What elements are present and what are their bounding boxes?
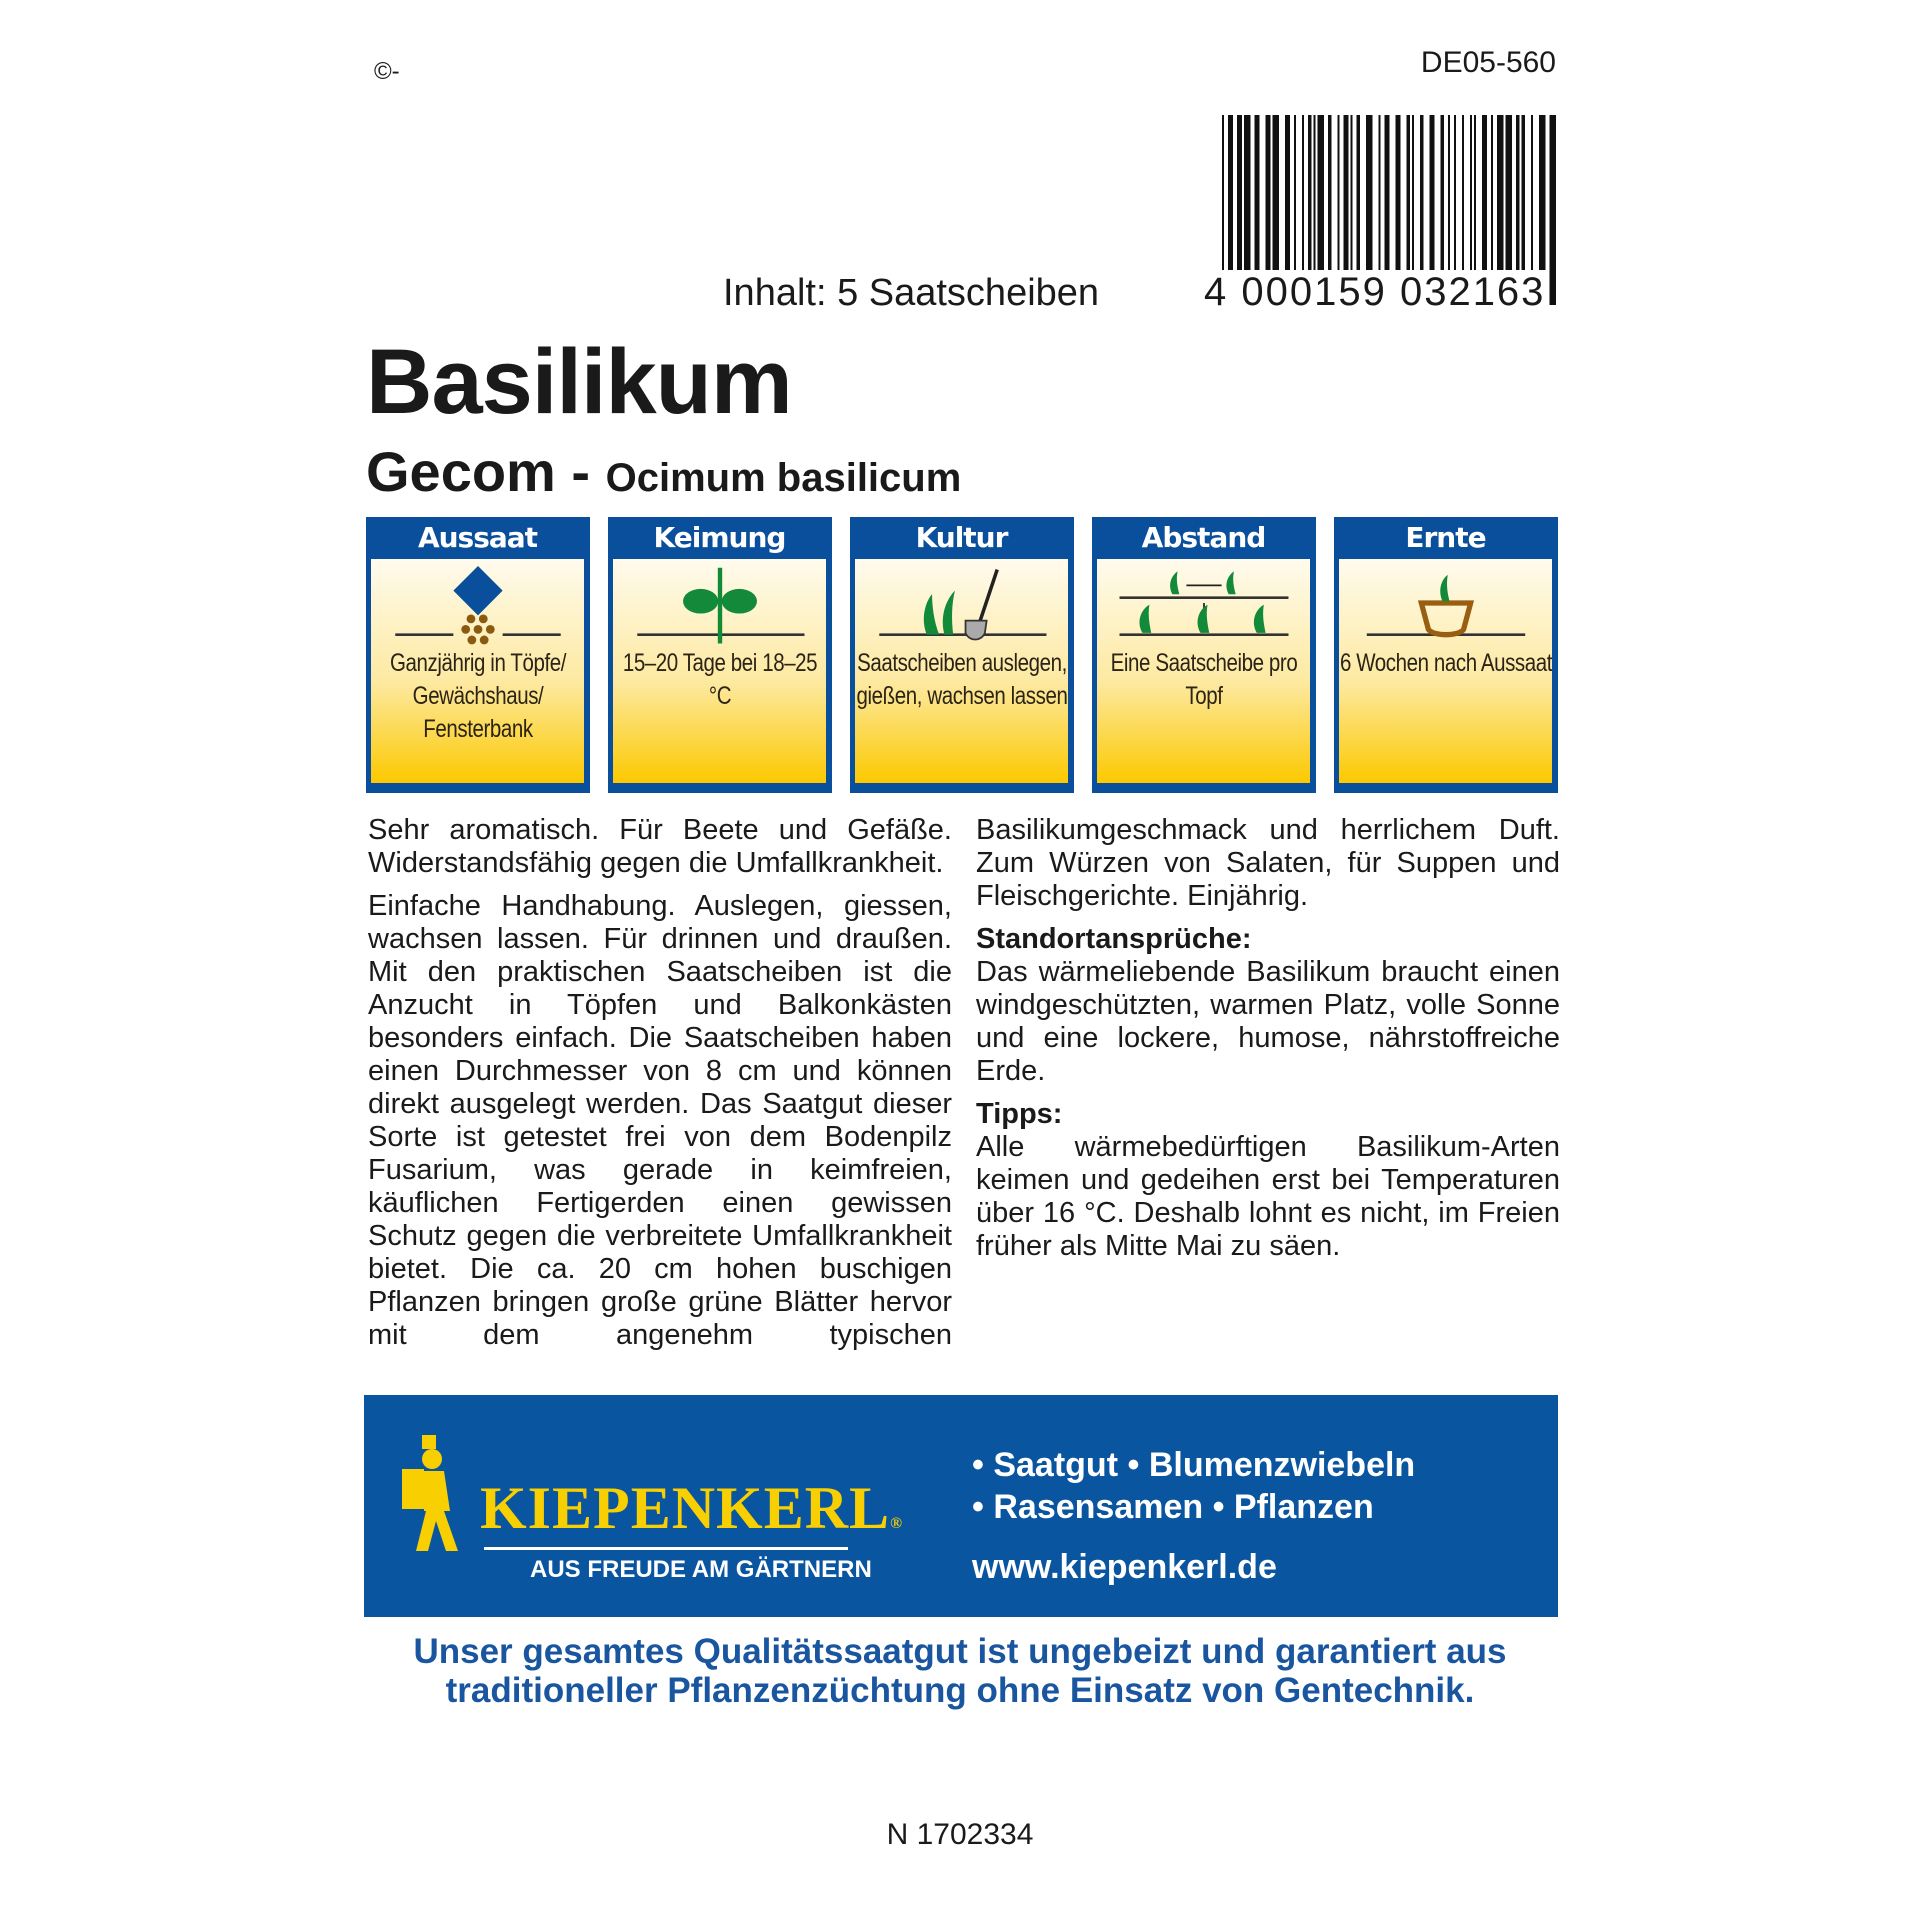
latin-name: Ocimum basilicum — [605, 456, 962, 500]
desc-p2: Einfache Handhabung. Auslegen, giessen, wachsen lassen. Für drinnen und draußen. Mit den praktischen Saatscheiben ist die Anzucht in Töpfen und Balkonkästen besonders einfach. Die Saatscheiben haben einen Durchmesser von 8 cm und können direkt ausgelegt werden. Das Saatgut dieser Sorte ist getestet frei von dem Bodenpilz Fusarium, was gerade in keimfreien, käuflichen Fertigerden einen gewissen Schutz gegen die verbreitete Umfallkrankheit bietet. Die ca. 20 cm hohen buschigen Pflanzen bringen große grüne Blätter hervor mit dem angenehm typischen Basilikumgeschmack und herrlichem Duft. Zum Würzen von Salaten, für Suppen und Fleischgerichte. Einjährig. — [368, 814, 1560, 1351]
tile-header: Kultur — [915, 521, 1008, 554]
tile-header: Keimung — [653, 521, 786, 554]
tile-text: Eine Saatscheibe pro Topf — [1110, 649, 1298, 710]
product-code: DE05-560 — [1420, 46, 1556, 79]
quality-note: Unser gesamtes Qualitätssaatgut ist ungebeizt und garantiert aus traditioneller Pflanzenzüchtung ohne Einsatz von Gentechnik. — [413, 1632, 1507, 1710]
registered-mark: ® — [890, 1515, 904, 1532]
info-tile-keimung — [608, 517, 832, 793]
tile-header: Abstand — [1141, 521, 1266, 554]
location-text: Das wärmeliebende Basilikum braucht einen windgeschützten, warmen Platz, volle Sonne und eine lockere, humose, nährstoffreiche Erde. — [976, 956, 1560, 1087]
plant-spade-icon — [862, 559, 1062, 647]
brand-slogan: AUS FREUDE AM GÄRTNERN — [530, 1556, 872, 1583]
info-tile-abstand — [1092, 517, 1316, 793]
tile-text: Saatscheiben auslegen, gießen, wachsen lassen — [856, 649, 1068, 710]
tile-body — [855, 559, 1068, 783]
website-link[interactable]: www.kiepenkerl.de — [972, 1548, 1277, 1586]
separator: - — [555, 440, 606, 503]
barcode-digits: 4 000159 032163 — [1200, 270, 1549, 315]
tile-body — [371, 559, 584, 783]
page-title: Basilikum — [366, 331, 792, 433]
tile-body — [1339, 559, 1552, 783]
info-tile-ernte — [1334, 517, 1558, 793]
tips-text: Alle wärmebedürftigen Basilikum-Arten keimen und gedeihen erst bei Temperaturen über 16 °C. Deshalb lohnt es nicht, im Freien früher als Mitte Mai zu säen. — [976, 1131, 1560, 1262]
tile-body — [1097, 559, 1310, 783]
content-label: Inhalt: 5 Saatscheiben — [723, 272, 1100, 314]
variety: Gecom — [366, 440, 556, 503]
product-line-2: • Rasensamen • Pflanzen — [972, 1488, 1374, 1526]
kiepenkerl-figure-icon — [400, 1435, 480, 1555]
tile-text: 15–20 Tage bei 18–25 °C — [622, 649, 818, 710]
subtitle — [366, 440, 961, 510]
location-heading: Standortansprüche: — [976, 923, 1252, 955]
brand-name: KIEPENKERL — [480, 1475, 891, 1541]
tile-text: Ganzjährig in Töpfe/ Gewächshaus/ Fensterbank — [389, 649, 567, 743]
tile-body — [613, 559, 826, 783]
divider — [484, 1547, 848, 1550]
info-tile-kultur — [850, 517, 1074, 793]
seed-packet-icon — [378, 559, 578, 647]
tile-header: Aussaat — [417, 521, 538, 554]
tips-heading: Tipps: — [976, 1098, 1063, 1130]
barcode-bar — [1550, 115, 1557, 305]
brand-logo — [480, 1475, 903, 1557]
description — [368, 814, 1560, 1374]
article-number: N 1702334 — [886, 1818, 1034, 1851]
spacing-icon — [1104, 559, 1304, 647]
product-line-1: • Saatgut • Blumenzwiebeln — [972, 1446, 1416, 1484]
desc-p1: Sehr aromatisch. Für Beete und Gefäße. Widerstandsfähig gegen die Umfallkrankheit. — [368, 814, 952, 879]
harvest-pot-icon — [1346, 559, 1546, 647]
info-tile-aussaat — [366, 517, 590, 793]
tile-text: 6 Wochen nach Aussaat — [1339, 649, 1552, 677]
copyright-mark: ©- — [374, 58, 400, 85]
seedling-icon — [620, 559, 820, 647]
tile-header: Ernte — [1405, 521, 1486, 554]
